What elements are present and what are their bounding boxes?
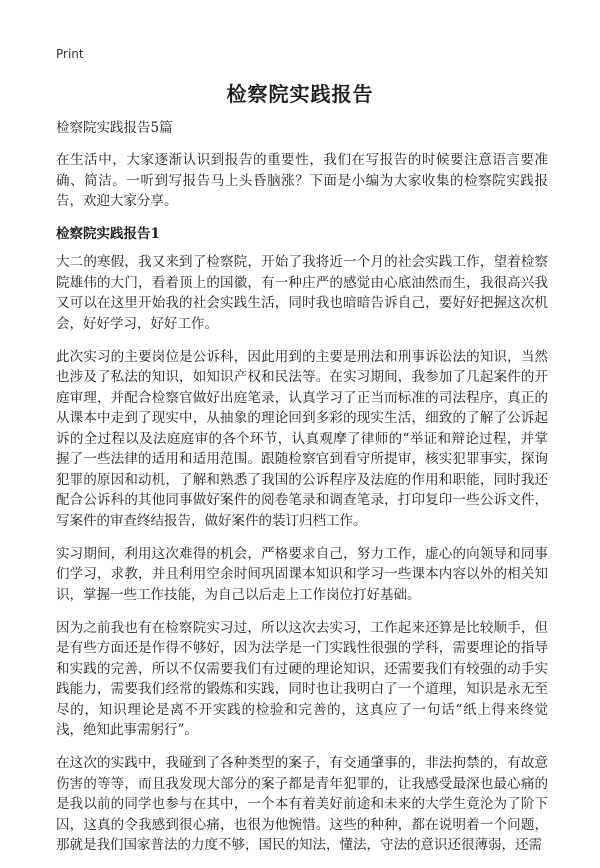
intro-paragraph: 在生活中，大家逐渐认识到报告的重要性，我们在写报告的时候要注意语言要准确、简洁。一听到写报告马上头昏脑涨？下面是小编为大家收集的检察院实践报告，欢迎大家分享。 — [56, 152, 548, 209]
body-paragraph: 实习期间，利用这次难得的机会，严格要求自己，努力工作，虚心的向领导和同事们学习，求教，并且利用空余时间巩固课本知识和学习一些课本内容以外的相关知识，掌握一些工作技能，为自己以后走上工作岗位打好基础。 — [56, 545, 548, 603]
section-heading: 检察院实践报告1 — [56, 226, 160, 242]
document-subtitle: 检察院实践报告5篇 — [56, 120, 173, 136]
body-paragraph: 因为之前我也有在检察院实习过，所以这次去实习，工作起来还算是比较顺手，但是有些方面还是作得不够好，因为法学是一门实践性很强的学科，需要理论的指导和实践的完善，所以不仅需要我们有过硬的理论知识，还需要我们有较强的动手实践能力，需要我们经常的锻炼和实践，同时也让我明白了一个道理，知识是永无至尽的，知识理论是离不开实践的检验和完善的，这真应了一句话“纸上得来终觉浅，绝知此事需躬行”。 — [56, 619, 548, 738]
print-link[interactable]: Print — [56, 47, 84, 61]
document-title: 检察院实践报告 — [226, 82, 374, 106]
body-paragraph: 在这次的实践中，我碰到了各种类型的案子，有交通肇事的，非法拘禁的，有故意伤害的等等，而且我发现大部分的案子都是青年犯罪的，让我感受最深也最心痛的是我以前的同学也参与在其中，一个本有着美好前途和未来的大学生竟沦为了阶下囚，这真的令我感到很心痛，也很为他惋惜。这些的种种，都在说明着一个问题，那就是我们国家普法的力度不够，国民的知法，懂法，守法的意识还很薄弱，还需 — [56, 755, 548, 853]
body-paragraph: 此次实习的主要岗位是公诉科，因此用到的主要是刑法和刑事诉讼法的知识，当然也涉及了私法的知识，如知识产权和民法等。在实习期间，我参加了几起案件的开庭审理，并配合检察官做好出庭笔录，认真学习了正当而标准的司法程序，真正的从课本中走到了现实中，从抽象的理论回到多彩的现实生活，细致的了解了公诉起诉的全过程以及法庭庭审的各个环节，认真观摩了律师的“举证和辩论过程，并掌握了一些法律的适用和适用范围。跟随检察官到看守所提审，核实犯罪事实，探询犯罪的原因和动机，了解和熟悉了我国的公诉程序及法庭的作用和职能，同时我还配合公诉科的其他同事做好案件的阅卷笔录和调查笔录，打印复印一些公诉文件，写案件的审查终结报告，做好案件的装订归档工作。 — [56, 348, 548, 529]
document-body — [56, 118, 548, 868]
body-paragraph: 大二的寒假，我又来到了检察院，开始了我将近一个月的社会实践工作，望着检察院雄伟的大门，看着顶上的国徽，有一种庄严的感觉由心底油然而生，我很高兴我又可以在这里开始我的社会实践生活，同时我也暗暗告诉自己，要好好把握这次机会，好好学习，好好工作。 — [56, 254, 548, 332]
